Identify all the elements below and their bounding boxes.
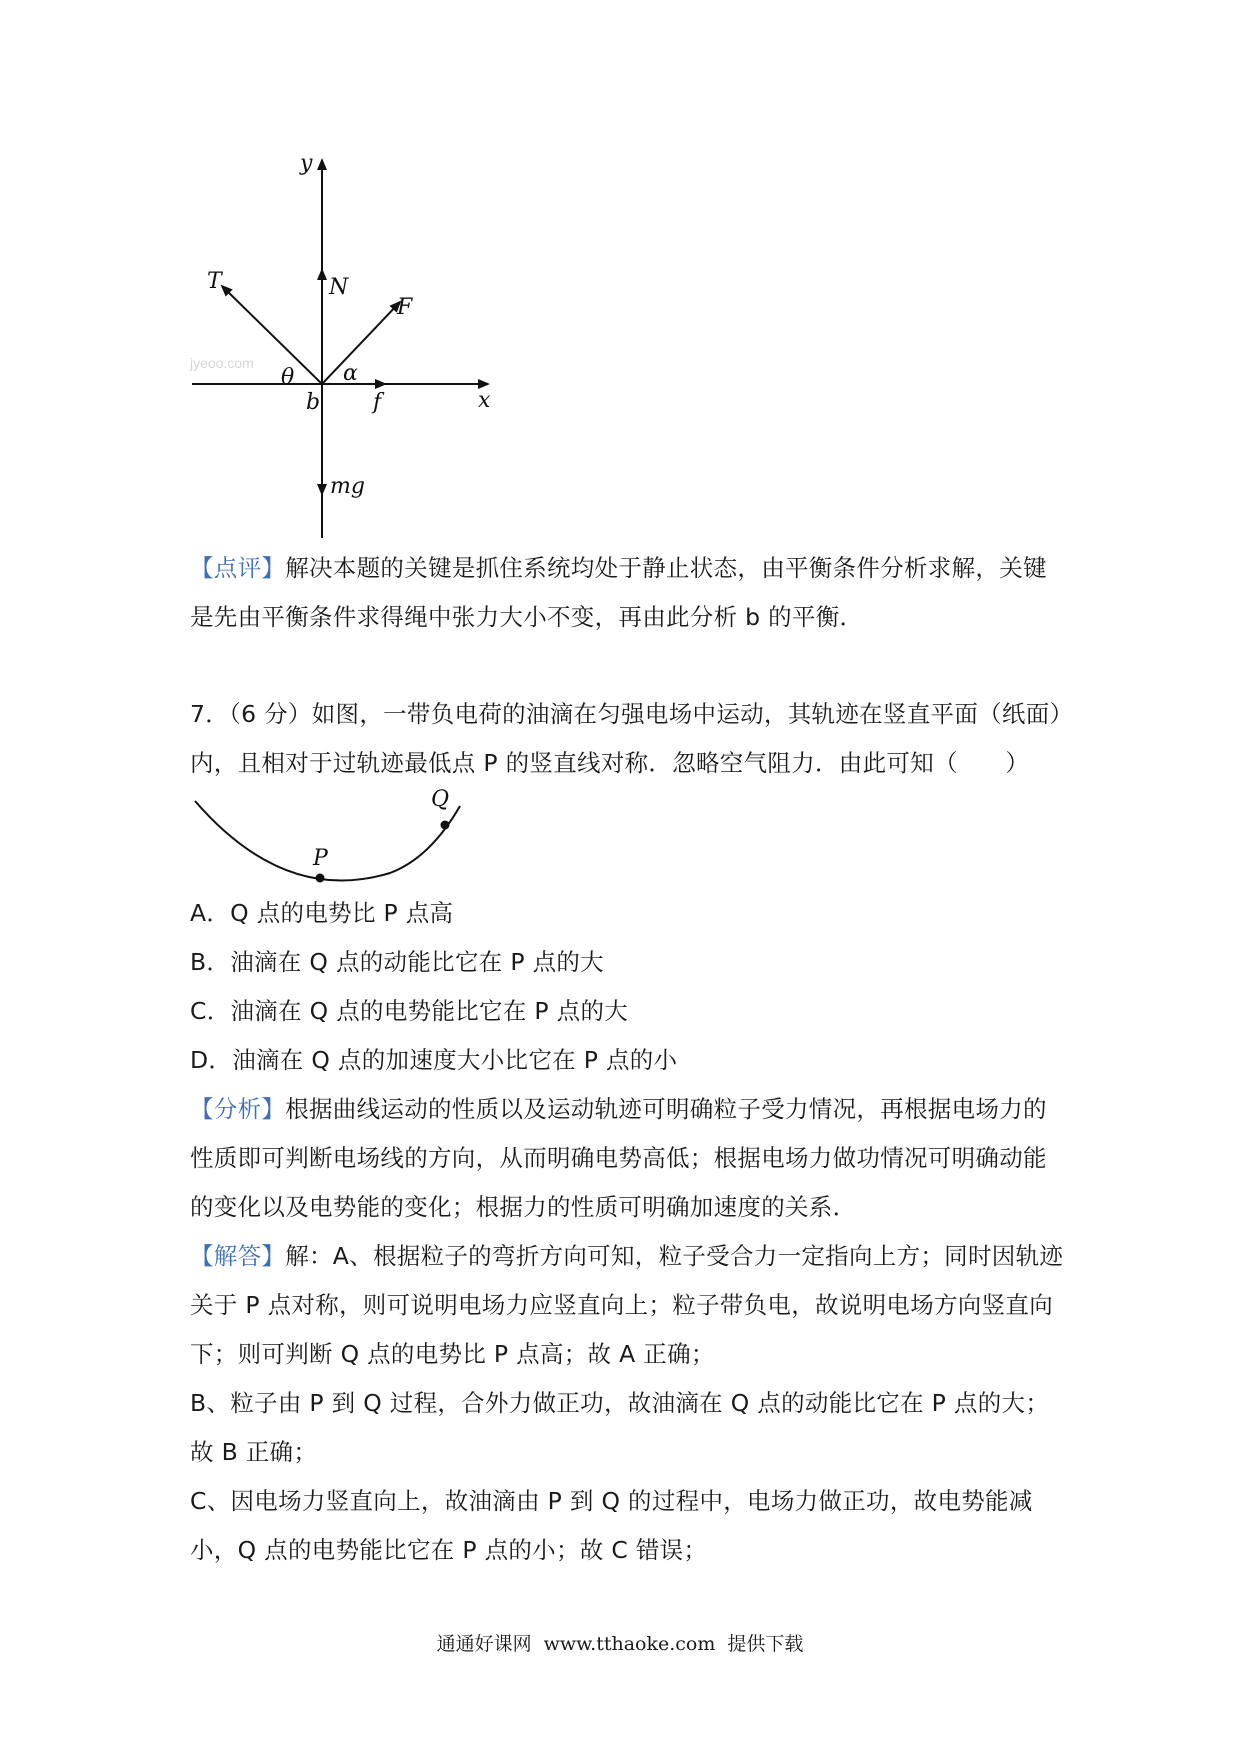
trajectory-figure xyxy=(0,780,1240,890)
watermark: jyeoo.com xyxy=(190,355,254,371)
option-d: D．油滴在 Q 点的加速度大小比它在 P 点的小 xyxy=(190,1046,678,1074)
review-paragraph xyxy=(190,544,1070,642)
origin-label: b xyxy=(306,390,321,415)
question-stem xyxy=(190,690,1070,788)
review-tag: 【点评】 xyxy=(190,554,286,582)
solution-part-a xyxy=(190,1232,1070,1379)
y-axis-label: y xyxy=(300,151,313,176)
alpha-label: α xyxy=(343,361,358,386)
solution-a-text: 解：A、根据粒子的弯折方向可知，粒子受合力一定指向上方；同时因轨迹关于 P 点对称，则可说明电场力应竖直向上；粒子带负电，故说明电场方向竖直向下；则可判断 Q 点的电势比 P 点高；故 A 正确； xyxy=(190,1242,1064,1368)
option-c: C．油滴在 Q 点的电势能比它在 P 点的大 xyxy=(190,997,629,1025)
page-footer xyxy=(0,1629,1240,1656)
tension-label: T xyxy=(207,269,222,294)
x-axis-label: x xyxy=(478,388,491,413)
normal-label: N xyxy=(329,275,349,300)
force-diagram xyxy=(0,0,1240,560)
friction-label: f xyxy=(373,390,382,415)
theta-label: θ xyxy=(281,365,295,390)
footer-suffix: 提供下载 xyxy=(727,1633,804,1655)
option-b: B．油滴在 Q 点的动能比它在 P 点的大 xyxy=(190,948,604,976)
option-a: A．Q 点的电势比 P 点高 xyxy=(190,899,454,927)
gravity-label: mg xyxy=(330,474,365,499)
point-q xyxy=(441,821,450,830)
point-p-label: P xyxy=(313,846,328,871)
solution-part-c: C、因电场力竖直向上，故油滴由 P 到 Q 的过程中，电场力做正功，故电势能减小，Q 点的电势能比它在 P 点的小；故 C 错误； xyxy=(190,1487,1033,1564)
footer-site: 通通好课网 xyxy=(436,1633,532,1655)
review-text: 解决本题的关键是抓住系统均处于静止状态，由平衡条件分析求解，关键是先由平衡条件求得绳中张力大小不变，再由此分析 b 的平衡． xyxy=(190,554,1047,631)
analysis-text: 根据曲线运动的性质以及运动轨迹可明确粒子受力情况，再根据电场力的性质即可判断电场线的方向，从而明确电势高低；根据电场力做功情况可明确动能的变化以及电势能的变化；根据力的性质可明确加速度的关系． xyxy=(190,1095,1047,1221)
point-p xyxy=(316,874,325,883)
point-q-label: Q xyxy=(431,787,450,812)
solution-tag: 【解答】 xyxy=(190,1242,286,1270)
footer-url[interactable]: www.tthaoke.com xyxy=(543,1633,716,1655)
solution-part-b: B、粒子由 P 到 Q 过程，合外力做正功，故油滴在 Q 点的动能比它在 P 点的大；故 B 正确； xyxy=(190,1389,1050,1466)
force-label: F xyxy=(397,295,413,320)
analysis-tag: 【分析】 xyxy=(190,1095,286,1123)
analysis-paragraph xyxy=(190,1085,1070,1232)
question-text: 7．（6 分）如图，一带负电荷的油滴在匀强电场中运动，其轨迹在竖直平面（纸面）内，且相对于过轨迹最低点 P 的竖直线对称．忽略空气阻力．由此可知（ ） xyxy=(190,700,1062,777)
force-vector xyxy=(322,302,400,384)
